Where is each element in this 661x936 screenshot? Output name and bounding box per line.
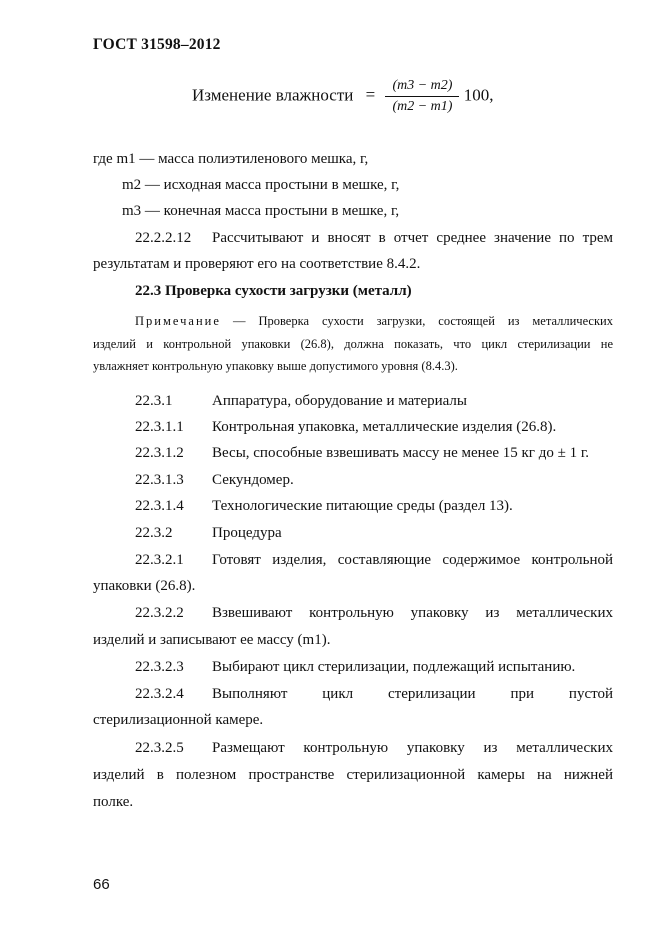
section-title: 22.3 Проверка сухости загрузки (металл) (135, 283, 412, 299)
formula-fraction (385, 78, 459, 115)
item-text: Аппаратура, оборудование и материалы (212, 393, 467, 409)
para-22-3-2-5-line2: изделий в полезном пространстве стерилизационной камеры на нижней (93, 767, 613, 783)
para-num-22-3-2-5: 22.3.2.5 (135, 740, 184, 756)
item-num: 22.3.1 (135, 393, 173, 409)
fraction-bar (385, 96, 459, 97)
para-22-3-2-1-line1: Готовят изделия, составляющие содержимое контрольной (212, 552, 613, 568)
item-num: 22.3.1.1 (135, 419, 184, 435)
where-line-1: где m1 — масса полиэтиленового мешка, г, (93, 151, 369, 167)
moisture-formula (192, 78, 493, 115)
item-text: Процедура (212, 525, 282, 541)
para-22-3-2-5-line1: Размещают контрольную упаковку из металлических (212, 740, 613, 756)
item-num: 22.3.1.4 (135, 498, 184, 514)
formula-multiplier: 100, (463, 85, 494, 105)
para-22-3-2-2-line1: Взвешивают контрольную упаковку из металлических (212, 605, 613, 621)
para-22-2-2-12-line1: Рассчитывают и вносят в отчет среднее значение по трем (212, 230, 613, 246)
para-22-3-2-5-line3: полке. (93, 794, 134, 810)
formula-denominator: (m2 − m1) (392, 99, 453, 114)
para-num-22-2-2-12: 22.2.2.12 (135, 230, 192, 246)
para-22-3-2-3-text: Выбирают цикл стерилизации, подлежащий испытанию. (212, 659, 576, 675)
para-num-22-3-2-3: 22.3.2.3 (135, 659, 184, 675)
para-22-3-2-4-line2: стерилизационной камере. (93, 712, 264, 728)
para-22-3-2-2-line2: изделий и записывают ее массу (m1). (93, 632, 331, 648)
para-22-2-2-12-line2: результатам и проверяют его на соответствие 8.4.2. (93, 256, 421, 272)
note-line1: — Проверка сухости загрузки, состоящей из металлических (233, 314, 613, 328)
para-num-22-3-2-2: 22.3.2.2 (135, 605, 184, 621)
para-22-3-2-1-line2: упаковки (26.8). (93, 578, 196, 594)
formula-numerator: (m3 − m2) (392, 78, 453, 93)
note-label: Примечание (135, 314, 221, 328)
item-text: Технологические питающие среды (раздел 13). (212, 498, 513, 514)
item-num: 22.3.1.3 (135, 472, 184, 488)
formula-label: Изменение влажности (192, 85, 354, 105)
para-num-22-3-2-4: 22.3.2.4 (135, 686, 184, 702)
document-header: ГОСТ 31598–2012 (93, 36, 221, 53)
where-line-3: m3 — конечная масса простыни в мешке, г, (122, 203, 400, 219)
item-num: 22.3.1.2 (135, 445, 184, 461)
where-line-2: m2 — исходная масса простыни в мешке, г, (122, 177, 400, 193)
para-22-3-2-4-line1: Выполняют цикл стерилизации при пустой (212, 686, 613, 702)
para-num-22-3-2-1: 22.3.2.1 (135, 552, 184, 568)
item-text: Контрольная упаковка, металлические изделия (26.8). (212, 419, 557, 435)
item-text: Весы, способные взвешивать массу не менее 15 кг до ± 1 г. (212, 445, 590, 461)
note-line3: увлажняет контрольную упаковку выше допустимого уровня (8.4.3). (93, 359, 458, 373)
note-line2: изделий и контрольной упаковки (26.8), должна показать, что цикл стерилизации не (93, 337, 613, 351)
page-number: 66 (93, 876, 110, 893)
item-text: Секундомер. (212, 472, 294, 488)
item-num: 22.3.2 (135, 525, 173, 541)
formula-eq: = (365, 85, 376, 105)
